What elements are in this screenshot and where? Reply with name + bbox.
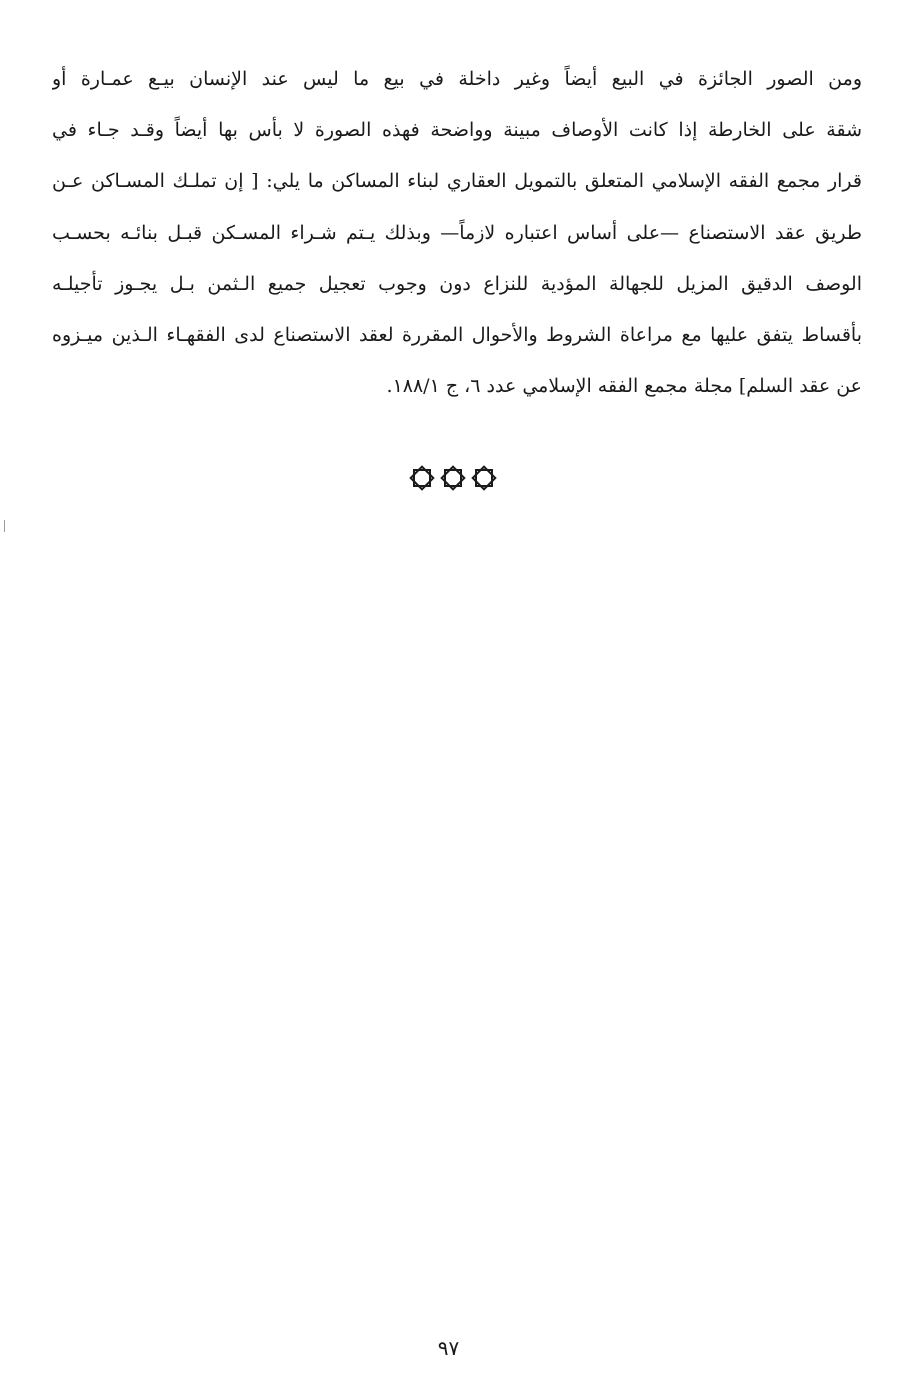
eight-point-star-icon xyxy=(408,464,436,492)
scan-margin-mark xyxy=(4,520,5,532)
page-number: ٩٧ xyxy=(437,1336,460,1360)
section-divider-ornament xyxy=(408,461,498,495)
body-paragraph xyxy=(52,54,862,412)
text-line: بأقساط يتفق عليها مع مراعاة الشروط والأحوال المقررة لعقد الاستصناع لدى الفقهـاء الـذين ميـزوه xyxy=(52,323,862,346)
text-line: شقة على الخارطة إذا كانت الأوصاف مبينة وواضحة فهذه الصورة لا بأس بها أيضاً وقـد جـاء في xyxy=(52,119,862,142)
text-line: طريق عقد الاستصناع —على أساس اعتباره لازماً— وبذلك يـتم شـراء المسـكن قبـل بنائـه بحسـب xyxy=(52,221,862,244)
text-line: الوصف الدقيق المزيل للجهالة المؤدية للنزاع دون وجوب تعجيل جميع الـثمن بـل يجـوز تأجيلـه xyxy=(52,272,862,295)
eight-point-star-icon xyxy=(470,464,498,492)
text-line: ومن الصور الجائزة في البيع أيضاً وغير داخلة في بيع ما ليس عند الإنسان بيـع عمـارة أو xyxy=(52,68,862,90)
eight-point-star-icon xyxy=(439,464,467,492)
text-line: عن عقد السلم] مجلة مجمع الفقه الإسلامي عدد ٦، ج ١٨٨/١. xyxy=(386,375,862,398)
text-line: قرار مجمع الفقه الإسلامي المتعلق بالتمويل العقاري لبناء المساكن ما يلي: [ إن تملـك المسـاكن عـن xyxy=(52,170,862,193)
